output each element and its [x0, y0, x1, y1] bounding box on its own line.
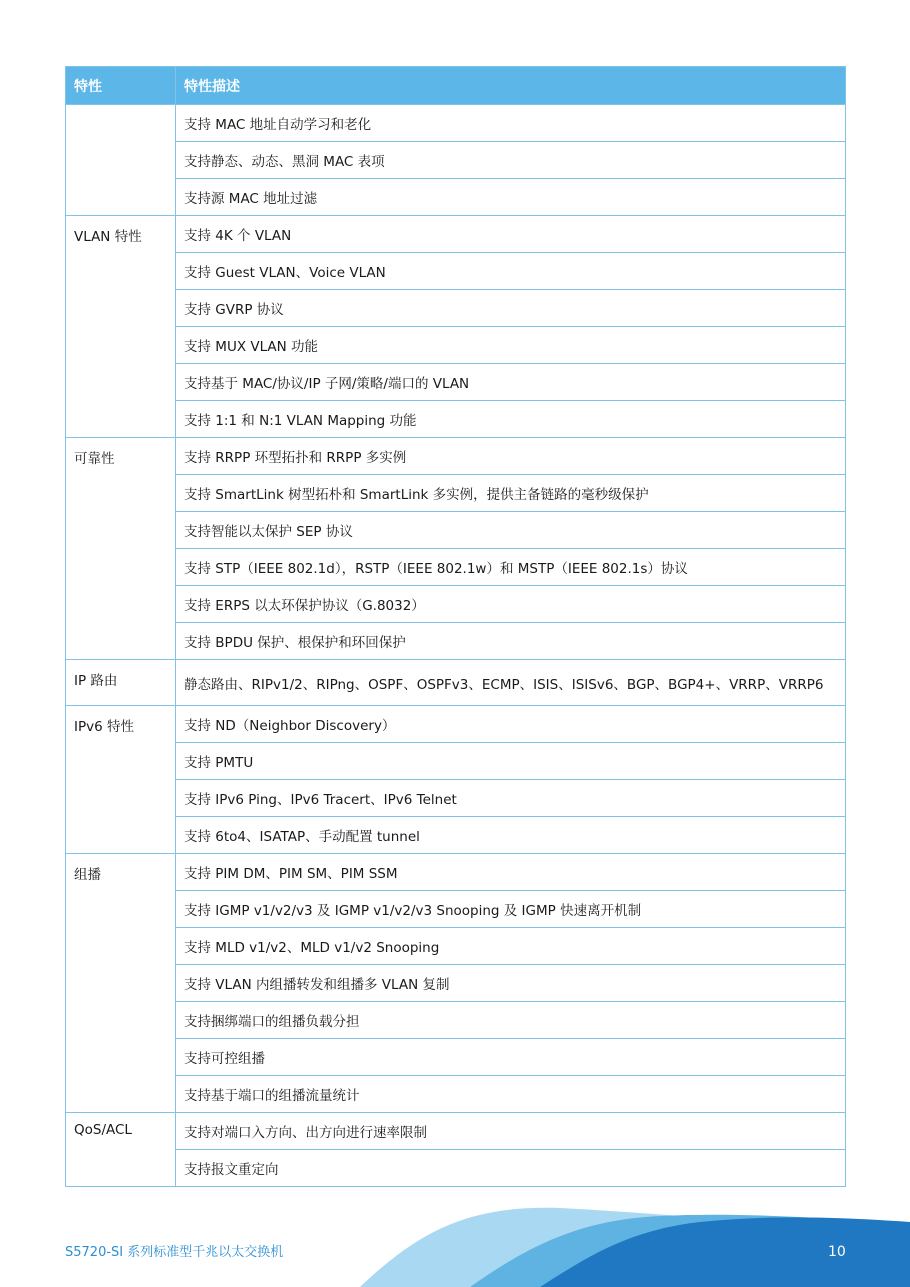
- feature-description: 支持 IGMP v1/v2/v3 及 IGMP v1/v2/v3 Snooping 及 IGMP 快速离开机制: [176, 891, 846, 928]
- feature-description: 静态路由、RIPv1/2、RIPng、OSPF、OSPFv3、ECMP、ISIS、ISISv6、BGP、BGP4+、VRRP、VRRP6: [176, 660, 846, 706]
- feature-description: 支持 PMTU: [176, 743, 846, 780]
- feature-category: 组播: [66, 854, 176, 1113]
- feature-description: 支持静态、动态、黑洞 MAC 表项: [176, 142, 846, 179]
- feature-category: IP 路由: [66, 660, 176, 706]
- feature-table: [65, 66, 846, 1187]
- feature-description: 支持捆绑端口的组播负载分担: [176, 1002, 846, 1039]
- table-row: [66, 401, 846, 438]
- feature-description: 支持 STP（IEEE 802.1d），RSTP（IEEE 802.1w）和 MSTP（IEEE 802.1s）协议: [176, 549, 846, 586]
- feature-description: 支持 PIM DM、PIM SM、PIM SSM: [176, 854, 846, 891]
- feature-description: 支持 MAC 地址自动学习和老化: [176, 105, 846, 142]
- feature-description: 支持 ND（Neighbor Discovery）: [176, 706, 846, 743]
- header-feature: 特性: [66, 67, 176, 105]
- table-row: [66, 105, 846, 142]
- table-row: [66, 965, 846, 1002]
- table-row: [66, 1113, 846, 1150]
- feature-description: 支持 BPDU 保护、根保护和环回保护: [176, 623, 846, 660]
- feature-category: IPv6 特性: [66, 706, 176, 854]
- feature-description: 支持智能以太保护 SEP 协议: [176, 512, 846, 549]
- header-description: 特性描述: [176, 67, 846, 105]
- table-row: [66, 586, 846, 623]
- table-row: [66, 253, 846, 290]
- table-row: [66, 216, 846, 253]
- feature-description: 支持 4K 个 VLAN: [176, 216, 846, 253]
- footer-document-title: S5720-SI 系列标准型千兆以太交换机: [65, 1245, 284, 1260]
- feature-description: 支持 6to4、ISATAP、手动配置 tunnel: [176, 817, 846, 854]
- page-number: 10: [828, 1244, 846, 1260]
- table-row: [66, 364, 846, 401]
- footer-wave: [0, 1190, 910, 1287]
- feature-description: 支持基于 MAC/协议/IP 子网/策略/端口的 VLAN: [176, 364, 846, 401]
- table-row: [66, 928, 846, 965]
- feature-description: 支持 MLD v1/v2、MLD v1/v2 Snooping: [176, 928, 846, 965]
- feature-description: 支持报文重定向: [176, 1150, 846, 1187]
- table-row: [66, 1076, 846, 1113]
- table-row: [66, 290, 846, 327]
- table-row: [66, 142, 846, 179]
- table-row: [66, 854, 846, 891]
- feature-description: 支持 SmartLink 树型拓朴和 SmartLink 多实例，提供主备链路的毫秒级保护: [176, 475, 846, 512]
- feature-description: 支持 1:1 和 N:1 VLAN Mapping 功能: [176, 401, 846, 438]
- feature-category: [66, 105, 176, 216]
- feature-description: 支持 IPv6 Ping、IPv6 Tracert、IPv6 Telnet: [176, 780, 846, 817]
- table-row: [66, 891, 846, 928]
- feature-description: 支持对端口入方向、出方向进行速率限制: [176, 1113, 846, 1150]
- table-row: [66, 549, 846, 586]
- feature-description: 支持 ERPS 以太环保护协议（G.8032）: [176, 586, 846, 623]
- feature-category: 可靠性: [66, 438, 176, 660]
- feature-description: 支持 GVRP 协议: [176, 290, 846, 327]
- feature-description: 支持基于端口的组播流量统计: [176, 1076, 846, 1113]
- table-row: [66, 179, 846, 216]
- feature-description: 支持 VLAN 内组播转发和组播多 VLAN 复制: [176, 965, 846, 1002]
- table-row: [66, 817, 846, 854]
- table-header-row: [66, 67, 846, 105]
- feature-description: 支持源 MAC 地址过滤: [176, 179, 846, 216]
- feature-description: 支持可控组播: [176, 1039, 846, 1076]
- table-row: [66, 623, 846, 660]
- feature-description: 支持 RRPP 环型拓扑和 RRPP 多实例: [176, 438, 846, 475]
- table-row: [66, 438, 846, 475]
- feature-category: VLAN 特性: [66, 216, 176, 438]
- table-row: [66, 1150, 846, 1187]
- feature-description: 支持 Guest VLAN、Voice VLAN: [176, 253, 846, 290]
- table-row: [66, 512, 846, 549]
- table-row: [66, 327, 846, 364]
- table-row: [66, 475, 846, 512]
- table-body: [66, 105, 846, 1187]
- table-row: [66, 780, 846, 817]
- table-row: [66, 743, 846, 780]
- table-row: [66, 1002, 846, 1039]
- feature-category: QoS/ACL: [66, 1113, 176, 1187]
- feature-description: 支持 MUX VLAN 功能: [176, 327, 846, 364]
- table-row: [66, 660, 846, 706]
- table-row: [66, 1039, 846, 1076]
- table-row: [66, 706, 846, 743]
